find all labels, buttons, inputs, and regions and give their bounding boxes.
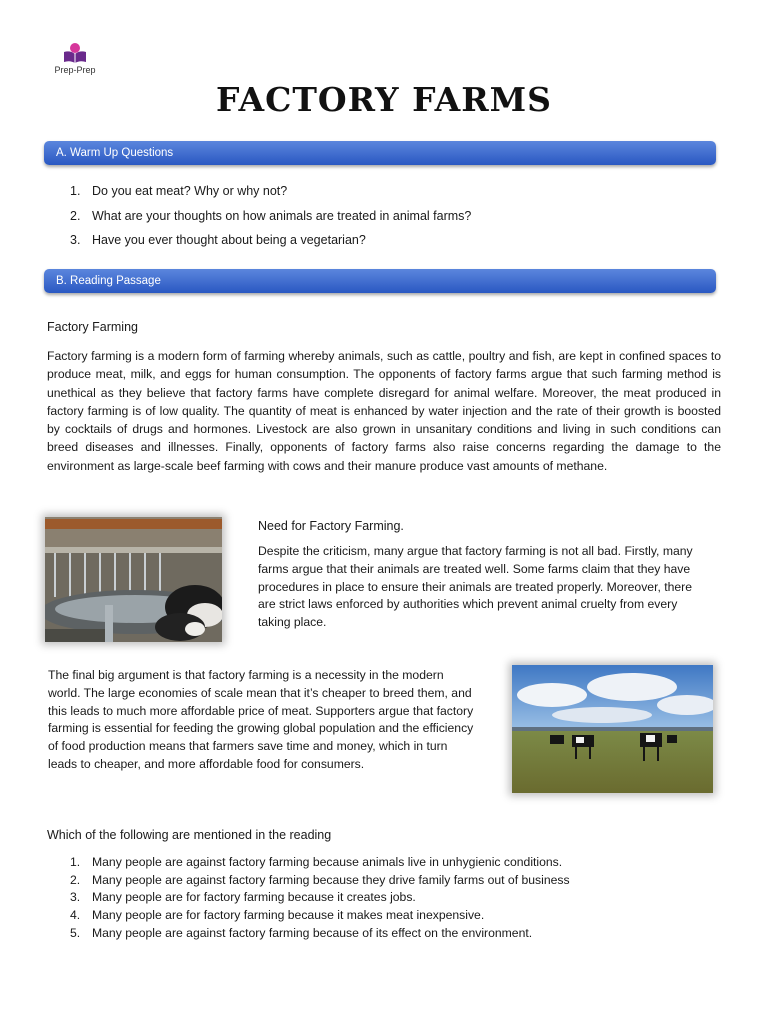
statement-text: Many people are against factory farming because they drive family farms out of business [92,872,570,887]
item-number: 4. [70,908,81,923]
item-number: 1. [70,184,81,198]
statements-list [70,854,730,942]
list-item [70,854,730,872]
need-for-factory-farming-heading: Need for Factory Farming. [258,519,404,533]
statement-text: Many people are for factory farming because it makes meat inexpensive. [92,908,485,923]
factory-farming-heading: Factory Farming [47,320,138,334]
milking-carousel-photo [45,517,222,642]
paragraph-1: Factory farming is a modern form of farming whereby animals, such as cattle, poultry and fish, are kept in confined spaces to produce meat, milk, and eggs for human consumption. The opponents of factory farms argue that such farming method is unethical as they believe that factory farms have complete disregard for animal welfare. Moreover, the meat produced in factory farming is of low quality. The quantity of meat is enhanced by water injection and the rate of their growth is boosted by cocktails of drugs and hormones. Livestock are also grown in unsanitary conditions and living in such conditions can breed diseases and illnesses. Finally, opponents of factory farms also raise concerns regarding the damage to the environment as large-scale beef farming with cows and their manure produce vast amounts of methane. [47,349,721,473]
cows-field-image [512,665,713,793]
warmup-question-list [70,182,710,256]
paragraph-3: The final big argument is that factory farming is a necessity in the modern world. The large economies of scale mean that it’s cheaper to breed them, and this leads to much more affordable price of meat. Supporters argue that factory farming is essential for feeding the growing global population and the efficiency of food production means that farmers save time and money, which in turn leads to cheaper, and more affordable food for consumers. [48,668,474,771]
paragraph-2: Despite the criticism, many argue that factory farming is not all bad. Firstly, many farms argue that their animals are treated well. Some farms claim that they have procedures in place to ensure their animals are treated properly. Moreover, there are strict laws enforced by authorities which prevent animal cruelty from every taking place. [258,544,693,630]
cows-field-photo [512,665,713,793]
item-number: 5. [70,925,81,940]
prep-prep-logo [50,42,100,75]
list-item [70,925,730,943]
statement-text: Many people are for factory farming because it creates jobs. [92,890,416,905]
list-item [70,907,730,925]
list-item [70,872,730,890]
item-number: 3. [70,233,81,247]
list-item [70,182,710,207]
item-number: 1. [70,855,81,869]
warmup-section-header: A. Warm Up Questions [44,141,716,165]
page-title: FACTORY FARMS [215,80,552,119]
list-item [70,231,710,256]
item-number: 3. [70,890,81,905]
list-item [70,207,710,232]
statement-text: Many people are against factory farming because of its effect on the environment. [92,925,533,940]
item-number: 2. [70,208,81,223]
list-item [70,889,730,907]
book-reader-icon [62,42,88,64]
milking-carousel-image [45,517,222,642]
question-heading: Which of the following are mentioned in the reading [47,828,332,842]
logo-text: Prep-Prep [54,65,96,75]
item-number: 2. [70,872,81,887]
statement-text: Many people are against factory farming because animals live in unhygienic conditions. [92,855,563,869]
question-text: Do you eat meat? Why or why not? [92,184,288,198]
question-text: Have you ever thought about being a vegetarian? [92,233,366,247]
question-text: What are your thoughts on how animals are treated in animal farms? [92,208,472,223]
reading-section-header: B. Reading Passage [44,269,716,293]
